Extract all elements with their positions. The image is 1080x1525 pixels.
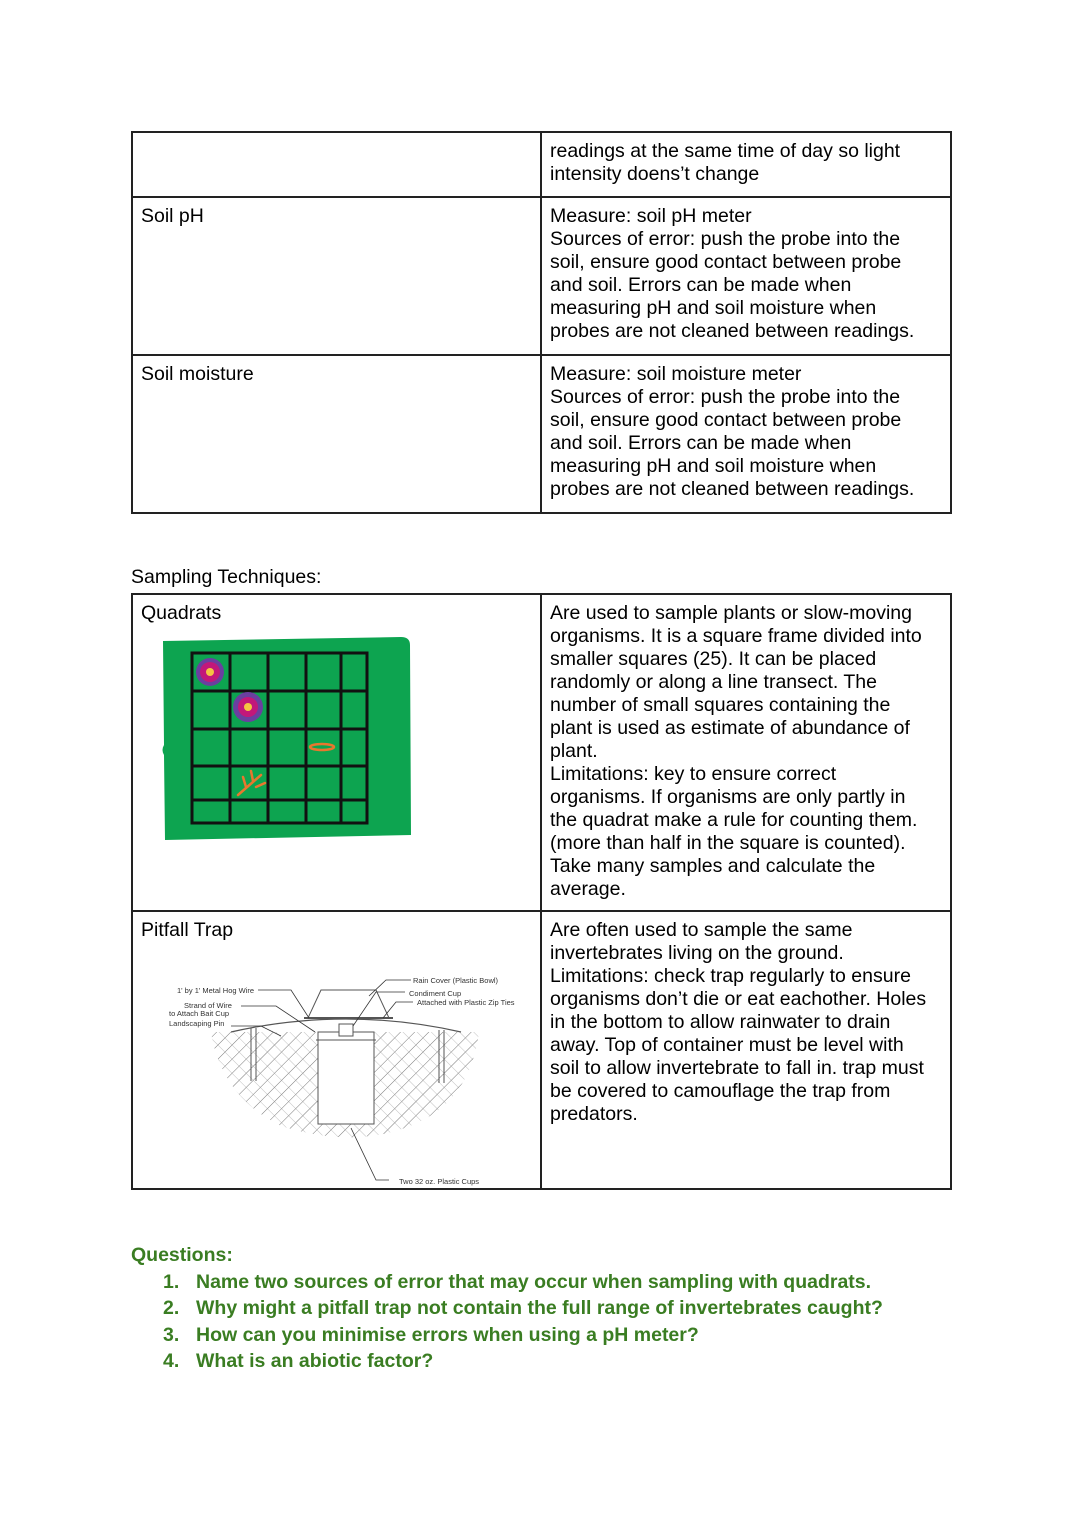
quadrat-grid-illustration: [161, 635, 413, 843]
cell-text: Measure: soil moisture meter: [550, 363, 802, 385]
table-row: [132, 594, 951, 911]
cell-text: soil, ensure good contact between probe: [550, 251, 902, 273]
question-item: [163, 1322, 883, 1349]
method-cell: [541, 132, 951, 197]
question-number: 3.: [163, 1323, 180, 1346]
factor-cell: Soil moisture: [132, 355, 541, 513]
cell-text: organisms. It is a square frame divided into: [550, 625, 922, 647]
table-row: [132, 355, 951, 513]
question-text: Why might a pitfall trap not contain the full range of invertebrates caught?: [196, 1297, 883, 1319]
question-item: [163, 1269, 883, 1296]
cell-text: organisms. If organisms are only partly in: [550, 786, 906, 808]
technique-description-cell: [541, 911, 951, 1189]
diagram-label: Condiment Cup: [409, 989, 462, 998]
diagram-label: 1' by 1' Metal Hog Wire: [177, 986, 255, 995]
cell-text: organisms don’t die or eat eachother. Holes: [550, 988, 927, 1010]
cell-text: Sources of error: push the probe into the: [550, 386, 901, 408]
quadrat-image: [161, 635, 413, 843]
cell-text: and soil. Errors can be made when: [550, 274, 852, 296]
cell-text: number of small squares containing the: [550, 694, 891, 716]
question-item: [163, 1348, 883, 1375]
technique-title: Pitfall Trap: [141, 919, 234, 941]
table-row: [132, 197, 951, 355]
cell-text: soil to allow invertebrate to fall in. trap must: [550, 1057, 924, 1079]
technique-description-cell: [541, 594, 951, 911]
diagram-label: Two 32 oz. Plastic Cups: [399, 1177, 480, 1186]
question-text: Name two sources of error that may occur when sampling with quadrats.: [196, 1270, 872, 1293]
cell-text: be covered to camouflage the trap from: [550, 1080, 891, 1102]
question-item: [163, 1295, 883, 1322]
table-row: [132, 132, 951, 197]
cell-text: probes are not cleaned between readings.: [550, 478, 915, 500]
technique-cell: [132, 911, 541, 1189]
cell-text: probes are not cleaned between readings.: [550, 320, 915, 342]
cell-text: the quadrat make a rule for counting them.: [550, 809, 918, 831]
cell-text: smaller squares (25). It can be placed: [550, 648, 877, 670]
cell-text: Limitations: check trap regularly to ensure: [550, 965, 911, 987]
cell-text: soil, ensure good contact between probe: [550, 409, 902, 431]
diagram-label: Landscaping Pin: [169, 1019, 225, 1028]
sampling-techniques-table: [131, 593, 952, 1190]
cell-text: predators.: [550, 1103, 638, 1125]
pitfall-trap-diagram: [161, 946, 531, 1186]
cell-text: Take many samples and calculate the: [550, 855, 876, 877]
factor-cell: Soil pH: [132, 197, 541, 355]
cell-text: plant is used as estimate of abundance of: [550, 717, 910, 739]
cell-text: plant.: [550, 740, 598, 762]
factor-cell: [132, 132, 541, 197]
cell-text: readings at the same time of day so light: [550, 140, 901, 162]
question-number: 4.: [163, 1350, 180, 1372]
cell-text: and soil. Errors can be made when: [550, 432, 852, 454]
cell-text: intensity doens’t change: [550, 163, 760, 185]
cell-text: average.: [550, 878, 626, 900]
diagram-label: to Attach Bait Cup: [169, 1009, 230, 1018]
cell-text: away. Top of container must be level with: [550, 1034, 904, 1056]
cell-text: invertebrates living on the ground.: [550, 942, 844, 964]
cell-text: measuring pH and soil moisture when: [550, 297, 877, 319]
diagram-label: Attached with Plastic Zip Ties: [417, 998, 515, 1007]
question-number: 1.: [163, 1270, 180, 1293]
table-row: [132, 911, 951, 1189]
diagram-label: Rain Cover (Plastic Bowl): [413, 976, 499, 985]
questions-list: [131, 1269, 883, 1375]
cell-text: measuring pH and soil moisture when: [550, 455, 877, 477]
abiotic-factors-table: [131, 131, 952, 514]
cell-text: Measure: soil pH meter: [550, 205, 752, 227]
cell-text: in the bottom to allow rainwater to drain: [550, 1011, 891, 1033]
diagram-label: Strand of Wire: [184, 1001, 232, 1010]
sampling-techniques-heading: Sampling Techniques:: [131, 566, 322, 588]
questions-heading: Questions:: [131, 1244, 233, 1266]
cell-text: Sources of error: push the probe into the: [550, 228, 901, 250]
cell-text: Are used to sample plants or slow-moving: [550, 602, 912, 624]
method-cell: [541, 355, 951, 513]
questions-section: [131, 1242, 883, 1375]
technique-cell: [132, 594, 541, 911]
cell-text: (more than half in the square is counted).: [550, 832, 906, 854]
cell-text: Limitations: key to ensure correct: [550, 763, 837, 785]
technique-title: Quadrats: [141, 602, 222, 624]
question-text: What is an abiotic factor?: [196, 1350, 434, 1372]
question-text: How can you minimise errors when using a pH meter?: [196, 1323, 699, 1346]
pitfall-trap-image: [161, 946, 531, 1186]
cell-text: Are often used to sample the same: [550, 919, 853, 941]
question-number: 2.: [163, 1297, 180, 1319]
method-cell: [541, 197, 951, 355]
cell-text: randomly or along a line transect. The: [550, 671, 877, 693]
